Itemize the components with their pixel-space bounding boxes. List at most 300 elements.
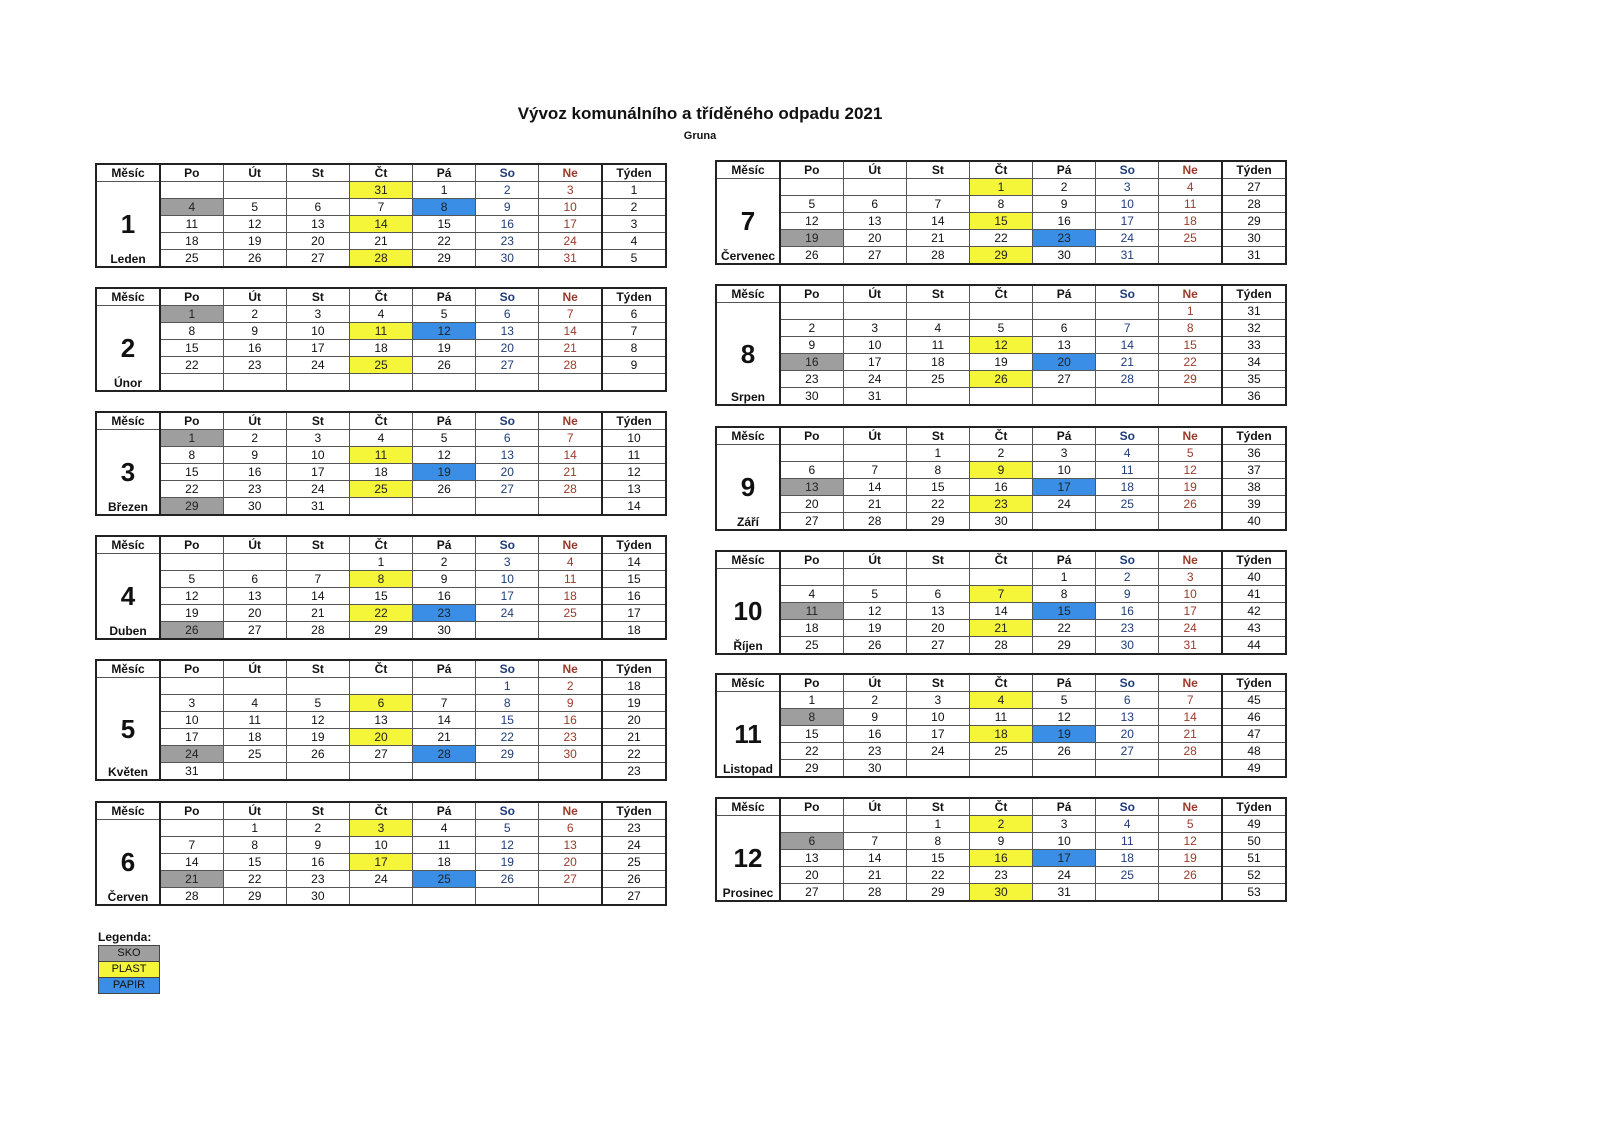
column-header: Pá [1033, 427, 1096, 445]
week-number: 23 [602, 763, 666, 781]
month-name: Říjen [733, 639, 763, 653]
day-cell: 1 [1159, 303, 1222, 320]
day-cell: 13 [476, 323, 539, 340]
month-6 [95, 801, 667, 906]
day-cell [223, 182, 286, 199]
day-cell: 19 [1159, 850, 1222, 867]
day-cell: 11 [349, 323, 412, 340]
day-cell: 2 [223, 306, 286, 323]
day-cell: 29 [223, 888, 286, 906]
table-row [96, 340, 666, 357]
day-cell: 31 [539, 250, 602, 268]
month-name: Prosinec [722, 886, 774, 900]
day-cell: 14 [160, 854, 223, 871]
column-header: Měsíc [96, 660, 160, 678]
day-cell: 18 [780, 620, 843, 637]
day-cell [476, 498, 539, 516]
day-cell: 23 [1033, 230, 1096, 247]
day-cell: 4 [539, 554, 602, 571]
week-number: 9 [602, 357, 666, 374]
day-cell: 19 [969, 354, 1032, 371]
column-header: Ne [539, 288, 602, 306]
day-cell: 8 [223, 837, 286, 854]
day-cell: 18 [1096, 850, 1159, 867]
month-4 [95, 535, 667, 640]
table-row [716, 743, 1286, 760]
day-cell: 12 [1159, 462, 1222, 479]
day-cell: 5 [286, 695, 349, 712]
column-header: Čt [349, 802, 412, 820]
day-cell [1033, 388, 1096, 406]
week-number: 29 [1222, 213, 1286, 230]
week-number: 17 [602, 605, 666, 622]
day-cell: 20 [780, 867, 843, 884]
table-row [96, 554, 666, 571]
day-cell: 28 [1159, 743, 1222, 760]
day-cell: 19 [413, 464, 476, 481]
day-cell [223, 554, 286, 571]
day-cell: 26 [223, 250, 286, 268]
day-cell: 1 [413, 182, 476, 199]
page-title: Vývoz komunálního a tříděného odpadu 2021 [517, 104, 883, 123]
column-header: Měsíc [716, 674, 780, 692]
day-cell [1096, 303, 1159, 320]
day-cell: 14 [539, 447, 602, 464]
day-cell: 21 [1159, 726, 1222, 743]
day-cell [349, 498, 412, 516]
column-header: Ne [1159, 427, 1222, 445]
column-header: Ne [539, 536, 602, 554]
day-cell: 13 [539, 837, 602, 854]
column-header: Měsíc [96, 802, 160, 820]
day-cell: 16 [223, 340, 286, 357]
week-number: 10 [602, 430, 666, 447]
day-cell: 17 [286, 340, 349, 357]
month-7 [715, 160, 1287, 265]
week-number: 49 [1222, 816, 1286, 833]
column-header: Týden [602, 536, 666, 554]
day-cell: 25 [223, 746, 286, 763]
table-row [96, 464, 666, 481]
month-number: 1 [120, 209, 136, 239]
day-cell [286, 182, 349, 199]
day-cell: 9 [843, 709, 906, 726]
day-cell: 4 [1096, 816, 1159, 833]
day-cell: 31 [1033, 884, 1096, 902]
month-name: Duben [109, 624, 147, 638]
column-header: Po [780, 427, 843, 445]
day-cell: 24 [1159, 620, 1222, 637]
day-cell: 22 [1033, 620, 1096, 637]
day-cell: 14 [843, 479, 906, 496]
week-number: 42 [1222, 603, 1286, 620]
day-cell: 28 [413, 746, 476, 763]
day-cell: 26 [843, 637, 906, 655]
column-header: Út [843, 798, 906, 816]
day-cell [906, 303, 969, 320]
table-row [96, 695, 666, 712]
day-cell: 29 [1159, 371, 1222, 388]
week-number: 39 [1222, 496, 1286, 513]
day-cell: 6 [843, 196, 906, 213]
day-cell: 18 [969, 726, 1032, 743]
day-cell: 8 [160, 447, 223, 464]
day-cell: 29 [906, 513, 969, 531]
table-row [716, 445, 1286, 462]
column-header: Čt [349, 164, 412, 182]
week-number: 13 [602, 481, 666, 498]
day-cell [843, 445, 906, 462]
day-cell: 6 [780, 462, 843, 479]
day-cell: 14 [969, 603, 1032, 620]
day-cell: 17 [1096, 213, 1159, 230]
month-cell [96, 820, 160, 906]
day-cell: 17 [906, 726, 969, 743]
day-cell: 5 [1033, 692, 1096, 709]
day-cell: 18 [1159, 213, 1222, 230]
day-cell: 25 [1096, 496, 1159, 513]
day-cell: 25 [349, 357, 412, 374]
day-cell: 27 [780, 513, 843, 531]
month-name: Leden [110, 252, 146, 266]
day-cell [1033, 513, 1096, 531]
day-cell: 22 [413, 233, 476, 250]
day-cell: 17 [476, 588, 539, 605]
day-cell: 15 [906, 850, 969, 867]
day-cell: 11 [969, 709, 1032, 726]
day-cell: 6 [1033, 320, 1096, 337]
week-number: 47 [1222, 726, 1286, 743]
day-cell: 11 [413, 837, 476, 854]
week-number: 51 [1222, 850, 1286, 867]
column-header: So [476, 536, 539, 554]
day-cell [539, 763, 602, 781]
week-number: 21 [602, 729, 666, 746]
day-cell: 19 [843, 620, 906, 637]
day-cell: 7 [349, 199, 412, 216]
month-name: Březen [107, 500, 148, 514]
day-cell: 4 [413, 820, 476, 837]
week-number: 12 [602, 464, 666, 481]
week-number: 44 [1222, 637, 1286, 655]
table-row [716, 337, 1286, 354]
day-cell: 21 [539, 340, 602, 357]
day-cell [160, 374, 223, 392]
day-cell: 27 [223, 622, 286, 640]
column-header: Út [843, 674, 906, 692]
day-cell [223, 374, 286, 392]
week-number: 43 [1222, 620, 1286, 637]
day-cell: 6 [780, 833, 843, 850]
day-cell: 18 [349, 340, 412, 357]
day-cell: 13 [286, 216, 349, 233]
week-number: 7 [602, 323, 666, 340]
day-cell: 31 [349, 182, 412, 199]
column-header: Ne [539, 412, 602, 430]
day-cell: 9 [969, 462, 1032, 479]
week-number: 37 [1222, 462, 1286, 479]
day-cell [906, 179, 969, 196]
day-cell: 16 [1096, 603, 1159, 620]
table-row [96, 678, 666, 695]
column-header: Pá [413, 536, 476, 554]
table-row [716, 513, 1286, 531]
week-number: 36 [1222, 445, 1286, 462]
day-cell: 19 [223, 233, 286, 250]
day-cell: 1 [1033, 569, 1096, 586]
day-cell: 5 [160, 571, 223, 588]
day-cell: 24 [1096, 230, 1159, 247]
day-cell: 12 [413, 323, 476, 340]
day-cell: 1 [780, 692, 843, 709]
column-header: Čt [349, 288, 412, 306]
day-cell: 16 [223, 464, 286, 481]
column-header: Měsíc [96, 288, 160, 306]
day-cell: 11 [223, 712, 286, 729]
week-number: 23 [602, 820, 666, 837]
column-header: Měsíc [96, 412, 160, 430]
day-cell: 17 [843, 354, 906, 371]
table-row [716, 603, 1286, 620]
day-cell [223, 678, 286, 695]
day-cell: 23 [413, 605, 476, 622]
day-cell [413, 888, 476, 906]
day-cell: 10 [286, 323, 349, 340]
day-cell: 23 [1096, 620, 1159, 637]
day-cell: 14 [286, 588, 349, 605]
day-cell: 22 [969, 230, 1032, 247]
column-header: Po [780, 798, 843, 816]
day-cell: 26 [160, 622, 223, 640]
table-row [96, 447, 666, 464]
column-header: Týden [602, 412, 666, 430]
column-header: Pá [413, 660, 476, 678]
table-row [716, 833, 1286, 850]
day-cell: 4 [906, 320, 969, 337]
day-cell: 7 [413, 695, 476, 712]
day-cell: 8 [906, 833, 969, 850]
week-number: 27 [1222, 179, 1286, 196]
day-cell: 29 [160, 498, 223, 516]
day-cell: 30 [780, 388, 843, 406]
column-header: Měsíc [716, 427, 780, 445]
day-cell: 27 [1033, 371, 1096, 388]
table-row [716, 692, 1286, 709]
day-cell: 29 [413, 250, 476, 268]
table-row [716, 230, 1286, 247]
day-cell: 15 [223, 854, 286, 871]
day-cell: 28 [539, 481, 602, 498]
day-cell: 8 [349, 571, 412, 588]
day-cell: 30 [969, 884, 1032, 902]
day-cell: 17 [1159, 603, 1222, 620]
day-cell: 23 [969, 496, 1032, 513]
day-cell: 3 [349, 820, 412, 837]
day-cell: 14 [1159, 709, 1222, 726]
day-cell: 15 [413, 216, 476, 233]
table-row [96, 588, 666, 605]
table-row [96, 763, 666, 781]
day-cell: 29 [1033, 637, 1096, 655]
day-cell: 20 [906, 620, 969, 637]
day-cell: 20 [780, 496, 843, 513]
day-cell: 26 [1033, 743, 1096, 760]
table-row [96, 216, 666, 233]
week-number: 2 [602, 199, 666, 216]
table-row [716, 850, 1286, 867]
column-header: Pá [1033, 551, 1096, 569]
column-header: Týden [602, 164, 666, 182]
day-cell: 8 [413, 199, 476, 216]
table-row [96, 837, 666, 854]
day-cell: 20 [349, 729, 412, 746]
page-subtitle: Gruna [683, 130, 717, 142]
week-number: 5 [602, 250, 666, 268]
column-header: So [476, 164, 539, 182]
day-cell: 23 [843, 743, 906, 760]
day-cell: 22 [349, 605, 412, 622]
day-cell: 31 [1159, 637, 1222, 655]
week-number: 49 [1222, 760, 1286, 778]
month-table [95, 287, 667, 392]
column-header: Ne [539, 660, 602, 678]
day-cell: 11 [906, 337, 969, 354]
month-name: Červen [107, 890, 149, 904]
day-cell [1033, 303, 1096, 320]
day-cell: 18 [349, 464, 412, 481]
month-cell [716, 445, 780, 531]
column-header: Út [223, 802, 286, 820]
day-cell: 10 [1159, 586, 1222, 603]
day-cell: 24 [843, 371, 906, 388]
column-header: Po [160, 536, 223, 554]
column-header: Út [843, 161, 906, 179]
week-number: 45 [1222, 692, 1286, 709]
legend-title: Legenda: [98, 930, 152, 944]
week-number: 22 [602, 746, 666, 763]
column-header: Týden [1222, 285, 1286, 303]
table-row [716, 320, 1286, 337]
month-name: Srpen [730, 390, 765, 404]
day-cell: 27 [906, 637, 969, 655]
day-cell: 19 [780, 230, 843, 247]
day-cell [780, 569, 843, 586]
day-cell: 4 [1159, 179, 1222, 196]
month-number: 7 [740, 206, 756, 236]
column-header: St [286, 412, 349, 430]
week-number: 18 [602, 678, 666, 695]
day-cell: 18 [539, 588, 602, 605]
week-number: 31 [1222, 303, 1286, 320]
day-cell: 5 [223, 199, 286, 216]
day-cell: 30 [286, 888, 349, 906]
day-cell: 21 [906, 230, 969, 247]
day-cell: 28 [1096, 371, 1159, 388]
table-row [96, 605, 666, 622]
day-cell: 27 [476, 481, 539, 498]
day-cell: 7 [843, 462, 906, 479]
day-cell [413, 763, 476, 781]
day-cell: 7 [969, 586, 1032, 603]
day-cell: 27 [286, 250, 349, 268]
day-cell [539, 374, 602, 392]
column-header: St [286, 536, 349, 554]
day-cell: 21 [843, 867, 906, 884]
day-cell: 30 [413, 622, 476, 640]
day-cell [286, 678, 349, 695]
table-row [96, 498, 666, 516]
day-cell: 11 [349, 447, 412, 464]
day-cell: 17 [349, 854, 412, 871]
day-cell: 9 [476, 199, 539, 216]
week-number: 38 [1222, 479, 1286, 496]
day-cell: 10 [349, 837, 412, 854]
column-header: Čt [969, 285, 1032, 303]
table-row [96, 854, 666, 871]
table-row [96, 481, 666, 498]
day-cell: 27 [1096, 743, 1159, 760]
day-cell: 28 [906, 247, 969, 265]
day-cell: 30 [1033, 247, 1096, 265]
day-cell: 3 [1033, 445, 1096, 462]
day-cell: 2 [223, 430, 286, 447]
week-number: 33 [1222, 337, 1286, 354]
day-cell: 12 [1033, 709, 1096, 726]
day-cell: 1 [349, 554, 412, 571]
column-header: Po [780, 285, 843, 303]
column-header: Čt [969, 161, 1032, 179]
month-2 [95, 287, 667, 392]
day-cell: 24 [539, 233, 602, 250]
column-header: Měsíc [716, 285, 780, 303]
day-cell: 10 [1096, 196, 1159, 213]
day-cell: 7 [1096, 320, 1159, 337]
day-cell: 26 [969, 371, 1032, 388]
week-number: 46 [1222, 709, 1286, 726]
week-number: 15 [602, 571, 666, 588]
day-cell: 16 [539, 712, 602, 729]
column-header: So [476, 412, 539, 430]
day-cell: 14 [906, 213, 969, 230]
day-cell: 24 [476, 605, 539, 622]
month-cell [716, 179, 780, 265]
month-number: 5 [120, 713, 136, 744]
day-cell: 31 [160, 763, 223, 781]
day-cell: 1 [160, 430, 223, 447]
day-cell: 17 [1033, 479, 1096, 496]
day-cell [476, 622, 539, 640]
day-cell: 5 [413, 306, 476, 323]
day-cell: 10 [906, 709, 969, 726]
month-table [95, 535, 667, 640]
column-header: St [906, 285, 969, 303]
column-header: So [1096, 285, 1159, 303]
day-cell: 24 [1033, 867, 1096, 884]
day-cell [539, 622, 602, 640]
month-cell [96, 430, 160, 516]
table-row [716, 496, 1286, 513]
day-cell: 19 [476, 854, 539, 871]
day-cell: 12 [476, 837, 539, 854]
day-cell: 24 [906, 743, 969, 760]
day-cell [969, 303, 1032, 320]
day-cell: 11 [1096, 462, 1159, 479]
day-cell [1159, 760, 1222, 778]
column-header: Po [160, 288, 223, 306]
day-cell: 31 [1096, 247, 1159, 265]
day-cell: 29 [969, 247, 1032, 265]
month-table [95, 163, 667, 268]
